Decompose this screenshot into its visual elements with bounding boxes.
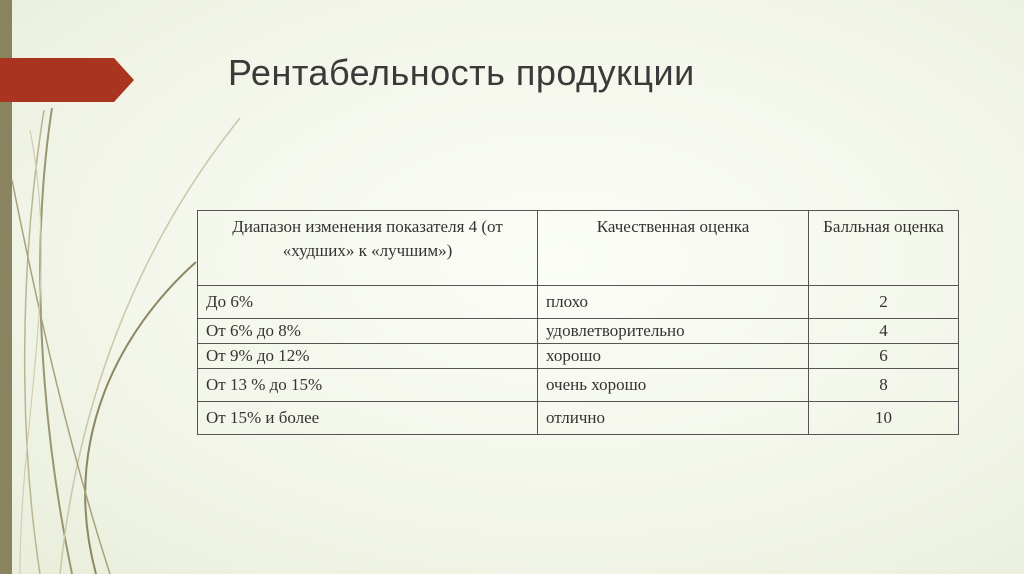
- decor-curve: [85, 262, 196, 574]
- cell-range: От 6% до 8%: [198, 319, 538, 344]
- profitability-table: [197, 210, 959, 435]
- cell-score: 8: [809, 369, 959, 402]
- header-range: Диапазон изменения показателя 4 (от «худших» к «лучшим»): [198, 211, 538, 286]
- table-row: [198, 286, 959, 319]
- table-header-row: [198, 211, 959, 286]
- cell-range: От 13 % до 15%: [198, 369, 538, 402]
- table-row: [198, 402, 959, 435]
- cell-range: До 6%: [198, 286, 538, 319]
- cell-quality: хорошо: [538, 344, 809, 369]
- cell-quality: отлично: [538, 402, 809, 435]
- title-arrow-accent: [0, 58, 134, 102]
- table-row: [198, 319, 959, 344]
- decor-curve: [40, 108, 72, 574]
- cell-score: 6: [809, 344, 959, 369]
- cell-score: 4: [809, 319, 959, 344]
- cell-quality: очень хорошо: [538, 369, 809, 402]
- header-quality: Качественная оценка: [538, 211, 809, 286]
- header-score: Балльная оценка: [809, 211, 959, 286]
- cell-score: 2: [809, 286, 959, 319]
- cell-quality: удовлетворительно: [538, 319, 809, 344]
- cell-range: От 9% до 12%: [198, 344, 538, 369]
- decor-curve: [20, 130, 41, 574]
- cell-range: От 15% и более: [198, 402, 538, 435]
- table-row: [198, 369, 959, 402]
- slide-title: Рентабельность продукции: [228, 52, 695, 93]
- cell-quality: плохо: [538, 286, 809, 319]
- cell-score: 10: [809, 402, 959, 435]
- table-row: [198, 344, 959, 369]
